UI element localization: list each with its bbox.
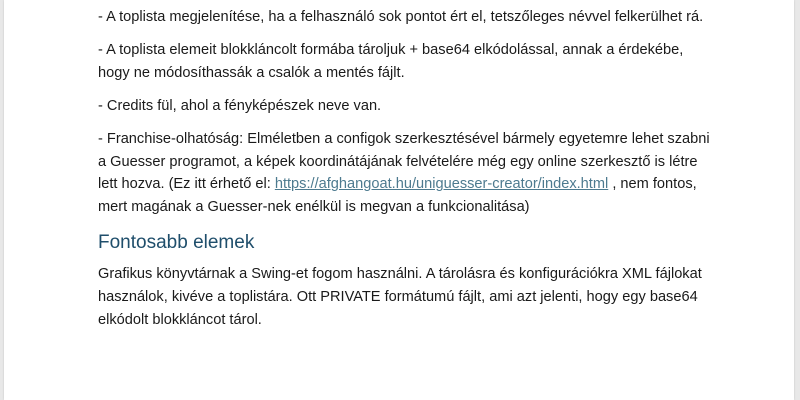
document-body	[98, 6, 718, 342]
paragraph-leaderboard-storage: - A toplista elemeit blokkláncolt formába tároljuk + base64 elkódolással, annak a érdekébe, hogy ne módosíthassák a csalók a mentés fájlt.	[98, 41, 684, 81]
paragraph-main-elements: Grafikus könyvtárnak a Swing-et fogom használni. A tárolásra és konfigurációkra XML fájlokat használok, kivéve a toplistára. Ott PRIVATE formátumú fájlt, ami azt jelenti, hogy egy base64 elkódolt blokkláncot tárol.	[98, 265, 702, 328]
document-page	[4, 0, 794, 400]
franchise-text-after: , nem fontos, mert magának a Guesser-nek enélkül is megvan a funkcionalitása)	[98, 176, 697, 216]
paragraph-franchise	[98, 128, 718, 219]
franchise-text-before: - Franchise-olhatóság: Elméletben a configok szerkesztésével bármely egyetemre lehet szabni a Guesser programot, a képek koordinátájának felvételére még egy online szerkesztő is létre lett hozva. (Ez itt érhető el:	[98, 130, 710, 193]
paragraph-credits: - Credits fül, ahol a fényképészek neve van.	[98, 97, 382, 114]
paragraph-leaderboard-display: - A toplista megjelenítése, ha a felhasználó sok pontot ért el, tetszőleges névvel felkerülhet rá.	[98, 9, 704, 25]
section-heading: Fontosabb elemek	[98, 231, 255, 253]
creator-link[interactable]: https://afghangoat.hu/uniguesser-creator/index.html	[274, 176, 609, 193]
